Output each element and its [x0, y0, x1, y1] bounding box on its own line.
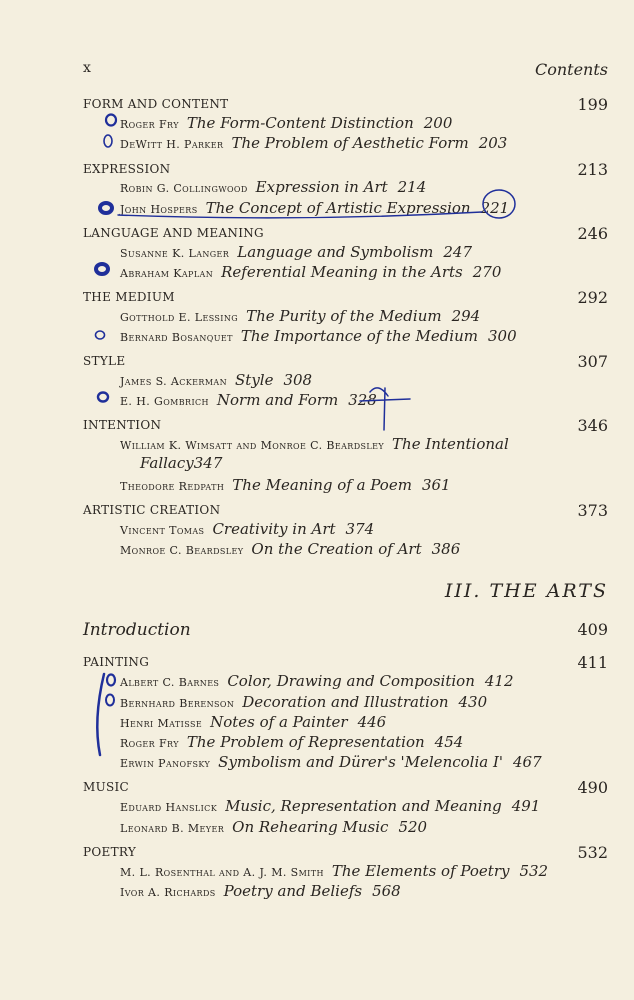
section-page: 346 — [577, 416, 608, 435]
entry-page: 412 — [484, 672, 514, 690]
section-music — [83, 778, 608, 798]
entry-author: E. H. Gombrich — [120, 395, 209, 408]
entry-title: Color, Drawing and Composition — [227, 672, 475, 690]
entry-page: 446 — [357, 713, 387, 731]
entry-page: 467 — [513, 753, 542, 771]
entry-page: 247 — [443, 243, 472, 261]
entry-page: 214 — [397, 178, 427, 196]
entry-title: The Intentional — [392, 435, 509, 453]
toc-entry — [120, 242, 608, 262]
introduction-row — [83, 620, 608, 644]
toc-entry — [120, 262, 608, 282]
pen-circle-mark — [100, 203, 112, 213]
section-page: 411 — [577, 653, 608, 672]
entry-author: James S. Ackerman — [120, 375, 228, 388]
section-heading: MUSIC — [83, 780, 130, 794]
section-poetry — [83, 843, 608, 863]
pen-circle-mark — [107, 675, 115, 686]
section-page: 213 — [577, 160, 608, 179]
entry-page: 386 — [431, 540, 461, 558]
entry-author: William K. Wimsatt and Monroe C. Beardsley — [120, 439, 385, 452]
entry-author: Monroe C. Beardsley — [120, 544, 244, 557]
toc-entry — [120, 390, 608, 410]
section-painting — [83, 653, 608, 673]
entry-author: Ivor A. Richards — [120, 886, 216, 899]
section-style — [83, 352, 608, 372]
entry-page: 300 — [488, 327, 517, 345]
toc-entry — [120, 796, 608, 816]
toc-entry — [120, 306, 608, 326]
entry-page: 308 — [283, 371, 313, 389]
entry-author: Bernard Bosanquet — [120, 331, 233, 344]
toc-entry — [120, 692, 608, 712]
entry-page: 520 — [398, 818, 428, 836]
toc-entry — [120, 881, 608, 901]
entry-author: Albert C. Barnes — [120, 676, 220, 689]
section-the-medium — [83, 288, 608, 308]
entry-author: Leonard B. Meyer — [120, 822, 225, 835]
toc-entry — [120, 434, 608, 454]
section-heading: PAINTING — [83, 655, 150, 669]
entry-page: 568 — [372, 882, 401, 900]
toc-entry — [120, 519, 608, 539]
entry-page: 294 — [451, 307, 481, 325]
entry-author: Abraham Kaplan — [120, 267, 214, 280]
section-page: 199 — [577, 95, 608, 114]
entry-page: 203 — [478, 134, 508, 152]
entry-title: Referential Meaning in the Arts — [221, 263, 463, 281]
entry-title: The Problem of Representation — [186, 733, 425, 751]
toc-entry — [120, 817, 608, 837]
entry-page: 328 — [348, 391, 377, 409]
section-heading: EXPRESSION — [83, 162, 171, 176]
entry-author: M. L. Rosenthal and A. J. M. Smith — [120, 866, 324, 879]
section-heading: LANGUAGE AND MEANING — [83, 226, 264, 240]
toc-entry — [120, 177, 608, 197]
toc-entry-continuation — [140, 454, 222, 472]
entry-title: Norm and Form — [216, 391, 339, 409]
section-page: 292 — [577, 288, 608, 307]
toc-entry — [120, 113, 608, 133]
entry-title: Symbolism and Dürer's 'Melencolia I' — [218, 753, 504, 771]
section-language-and-meaning — [83, 224, 608, 244]
entry-page: 270 — [472, 263, 502, 281]
pen-circle-mark — [96, 331, 105, 339]
page-folio: x — [83, 60, 91, 76]
entry-title: On Rehearing Music — [232, 818, 389, 836]
entry-title: The Purity of the Medium — [246, 307, 442, 325]
entry-title: On the Creation of Art — [251, 540, 422, 558]
section-heading: FORM AND CONTENT — [83, 97, 229, 111]
entry-page: 430 — [458, 693, 488, 711]
pen-bracket-line — [97, 674, 104, 755]
entry-author: Eduard Hanslick — [120, 801, 218, 814]
entry-page: 374 — [345, 520, 375, 538]
section-heading: STYLE — [83, 354, 126, 368]
toc-entry — [120, 861, 608, 881]
entry-author: DeWitt H. Parker — [120, 138, 224, 151]
entry-page: 454 — [434, 733, 464, 751]
entry-author: Erwin Panofsky — [120, 757, 211, 770]
toc-entry — [120, 671, 608, 691]
section-heading: THE MEDIUM — [83, 290, 175, 304]
pen-circle-mark — [106, 115, 116, 126]
section-page: 246 — [577, 224, 608, 243]
entry-author: Susanne K. Langer — [120, 247, 230, 260]
section-page: 490 — [577, 778, 608, 797]
section-heading: POETRY — [83, 845, 137, 859]
pen-circle-mark — [96, 264, 108, 274]
section-page: 373 — [577, 501, 608, 520]
entry-page: 347 — [193, 454, 223, 472]
pen-circle-mark — [106, 695, 114, 706]
section-page: 307 — [577, 352, 608, 371]
toc-entry — [120, 326, 608, 346]
entry-author: Vincent Tomas — [120, 524, 205, 537]
pen-circle-mark — [104, 135, 112, 147]
section-intention — [83, 416, 608, 436]
entry-author: Henri Matisse — [120, 717, 203, 730]
section-artistic-creation — [83, 501, 608, 521]
toc-entry — [120, 475, 608, 495]
part-title: III. THE ARTS — [444, 580, 608, 602]
toc-entry — [120, 752, 608, 772]
entry-title-continued: Fallacy — [140, 454, 194, 472]
entry-page: 532 — [519, 862, 549, 880]
entry-page: 491 — [511, 797, 541, 815]
pen-circle-mark — [98, 393, 108, 402]
entry-title: The Form-Content Distinction — [186, 114, 414, 132]
toc-entry — [120, 539, 608, 559]
entry-title: Decoration and Illustration — [242, 693, 449, 711]
entry-page: 361 — [421, 476, 451, 494]
running-head — [83, 60, 608, 80]
entry-title: Creativity in Art — [212, 520, 336, 538]
entry-page: 200 — [423, 114, 453, 132]
entry-title: The Meaning of a Poem — [232, 476, 412, 494]
entry-title: Notes of a Painter — [210, 713, 348, 731]
entry-title: The Concept of Artistic Expression — [205, 199, 471, 217]
entry-title: The Elements of Poetry — [331, 862, 510, 880]
entry-author: Roger Fry — [120, 737, 179, 750]
toc-entry — [120, 198, 608, 218]
entry-author: Theodore Redpath — [120, 480, 225, 493]
introduction-label: Introduction — [83, 620, 191, 640]
section-heading: ARTISTIC CREATION — [83, 503, 221, 517]
entry-author: Roger Fry — [120, 118, 179, 131]
toc-entry — [120, 712, 608, 732]
entry-title: Poetry and Beliefs — [223, 882, 363, 900]
entry-author: John Hospers — [120, 203, 198, 216]
introduction-page: 409 — [577, 620, 608, 639]
entry-author: Bernhard Berenson — [120, 697, 235, 710]
toc-entry — [120, 370, 608, 390]
section-heading: INTENTION — [83, 418, 162, 432]
entry-author: Robin G. Collingwood — [120, 182, 248, 195]
section-page: 532 — [577, 843, 608, 862]
entry-title: Language and Symbolism — [237, 243, 434, 261]
entry-page: 221 — [480, 199, 510, 217]
toc-entry — [120, 732, 608, 752]
entry-title: The Problem of Aesthetic Form — [231, 134, 469, 152]
entry-title: The Importance of the Medium — [240, 327, 478, 345]
section-form-and-content — [83, 95, 608, 115]
entry-title: Expression in Art — [255, 178, 388, 196]
running-head-title: Contents — [534, 60, 608, 79]
entry-title: Style — [235, 371, 274, 389]
entry-title: Music, Representation and Meaning — [225, 797, 502, 815]
toc-entry — [120, 133, 608, 153]
entry-author: Gotthold E. Lessing — [120, 311, 239, 324]
